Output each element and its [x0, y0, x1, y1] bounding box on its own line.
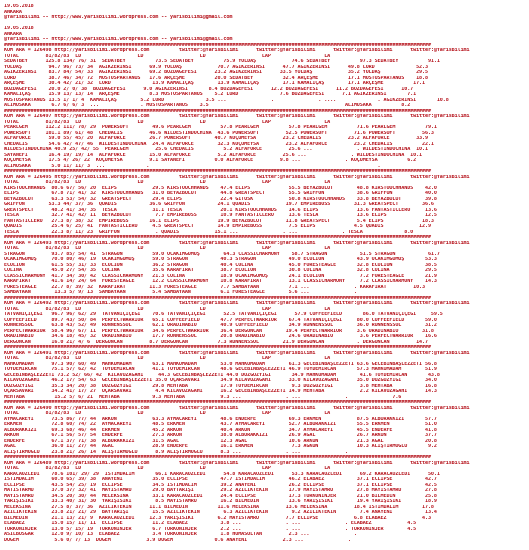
- report-line: BEYAZBULUT 63.3 53/ 54/ 32 GREATSPECT 29.4 ELIPS 22.4 GITUSK 50.8 KIRSTOUCHHANDS 33.8 BEYAZBULUT 39.8: [4, 196, 437, 202]
- report-line: İSTIMDALIM 60.0 65/ 39/ 38 ANAYENİ 35.0 ECLIPSE 47.7 ISTIMDALIM 46.2 ELABAEZ 37.1 ECLIPSE 42.7: [4, 477, 437, 482]
- report-line: PERFECTWARRIOR 58.4 96/ 67/ 11 PERFECTWARRIOR 34.6 PERFECTWARRIOR 36.4 DERGUNCAN 19.4 PERFECTWARRIOR 3.6 ORADINABIO 31.8: [4, 328, 434, 334]
- report-line: DÜZGÜZYİĞİ 35.3 34/ 20/ 38 DÜZGÜZYİĞİ 29.8 MEHTABA 17.9 TOYDEMIRCAN 9.3 DÜZGÜZYİĞİ 3.8 MEHTABA 16.8: [4, 383, 437, 389]
- report-line: MAHKUMADAM 97.3 90/ 60/ 49 MAHKUMADAM 63.1 MAHKUMADAM 53.0 MAHKUMADAM 61.3 GECEBİNBAŞLEZZETİ 63.6 GECEBİNBAŞLEZZETİ 56.8: [4, 361, 437, 367]
- report-line: COLINA 45.0 27/ 54/ 35 COLINA 35.6 KARAFIRAT 38.7 ECOLION 30.8 COLINA 32.8 COLINA 29.5: [4, 268, 437, 273]
- report-line: ALİMUSAKA 5.0 11/ 11/ 3 ... . .: [4, 163, 381, 169]
- report-line: KUM ARA = 126490 http://yarisbilimi.wordpress.com twitter:@YarisBilimi twitter:@YarisBilimi twitter:@YarisBilimi twitter:@YarisBilimi: [4, 405, 470, 411]
- report-line: QUADIS 25.4 6/ 25/ 41 FANTASTICLERO 4.5 GREATSPECT 14.9 EMPIREBOSS 7.5 ELIPS 4.5 QUADIS 12.9: [4, 224, 431, 229]
- report-line: DERGUNCAN 16.0 21/ 4/ 6 DERGUNCAN 8.7 DERGUNCAN 7.3 RÜNNENSSOL 21.9 DERGUNCAN . DERGUNCAN 14.7: [4, 339, 428, 345]
- report-line: KAMALIÇAŞ 15.9 13/ 13/ 14 ARÇEŞME 8.3 MOSTOSPARTANUS 5.2 LORD 7.6 BOZDAĞEFESI 7.1 AGIKZERINSI 7.1: [4, 92, 417, 97]
- report-line: RÜNNENSSOL 63.8 43/ 52/ 49 RÜNNENSSOL 62.1 ORADINABIO 40.9 COFFEEFIELD 34.9 RÜNNENSSOL 36.0 RÜNNENSSOL 31.2: [4, 323, 437, 328]
- report-line: COFFEEFIELD 89.7 43/ 50/ 84 PERFECTWARRIOR 65.1 COFFEEFIELD 47.7 PERFECTWARRIOR 67.4 TATVANİÇİÇEĞİ 80.0 COFFEEFIELD 59.0: [4, 317, 437, 323]
- subheader-date: 19.05.2018: [4, 26, 34, 31]
- report-line: ASILBUSGAR 12.0 9/ 10/ 13 ELABAEZ 3.4 TURKONINJER 1.8 HUMASULTAN 2.3 ... .: [4, 532, 357, 537]
- report-line: MATİSTARMU 37.0 37/ 32/ 41 MAYISTAMRU 29.0 BAYTARIŞİ 29.2 AZILIKTEKIN 17.9 MAYISTAMRU 27.8 MAYISTAMRU 27.8: [4, 488, 437, 493]
- report-line: ALIŞTIRMOĞLU 23.8 21/ 26/ 14 ALIŞTIRMOĞLU 8.9 ALIŞTIRMOĞLU 8.3 ... . ... .: [4, 449, 348, 455]
- report-line: DUGEM 5.6 0/ 7/ 13 DUGEM 3.9 DUGEM 0.6 ANAYENİ 2.3 ... .: [4, 537, 351, 543]
- report-line: ARÇEŞME 30.4 42/ 21/ 32 LORD 13.9 KAMALIÇAŞ 13.9 KAMALIÇAŞ 17.1 KAMALIÇAŞ 17.1 ARÇEŞME 17.1: [4, 81, 425, 86]
- report-line: TOTAL 81/82/83 LD LD LD LAP LA: [4, 180, 331, 185]
- separator-line: ################################################################################################################################################: [4, 455, 431, 460]
- report-line: ELABAEZ 15.0 15/ 11/ 11 ECLIPSE 11.2 ELABAEZ 3.8 ... . ... . ELABAEZ 4.5: [4, 521, 417, 526]
- report-line: STRAGON 93.7 85/ 54/ 41 STRAGON 59.0 OCAKİMGÜMÜŞ 64.3 CLASSICHARMONY 58.7 STRAGON 51.5 STRAGON 61.7: [4, 251, 440, 257]
- header-date: 19.05.2018: [4, 4, 34, 9]
- report-line: YOLDAŞ 94.7 96/ 73/ 34 AGIKZERINSI 69.9 YOLDAŞ 70.7 AGIKZERINSI 47.7 AGIKZERINSI 49.8 LORD 52.3: [4, 64, 428, 70]
- separator-line: ################################################################################################################################################: [4, 295, 431, 301]
- separator-line: ################################################################################################################################################: [4, 345, 431, 350]
- header-city: ANKARA: [4, 9, 22, 15]
- report-line: KUM ARA = 126498 http://yarisbilimi.wordpress.com twitter:@YarisBilimi twitter:@YarisBilimi twitter:@YarisBilimi twitter:@YarisBilimi: [4, 48, 470, 53]
- report-line: OCAKİMGÜMÜŞ 70.0 80/ 46/ 19 OCAKİMGÜMÜŞ 59.0 STRAGON 40.3 STRAGON 49.0 ECOLION 43.9 OCAKİMGÜMÜŞ 53.3: [4, 257, 437, 262]
- report-line: BOZDAĞEFESI 20.0 2/ 0/ 38 BOZDAĞEFESI 9.0 AGIKZERINSI 8.4 BOZDAĞEFESI 12.2 BOZDAĞEFESI 11.2 BOZDAĞEFESI 10.7: [4, 86, 414, 92]
- subheader-source: @YarisBilimi -- http://www.yarisbilimi.wordpress.com -- yarisbilimi@gmail.com: [4, 37, 233, 42]
- report-line: YARIŞİSIKI 33.3 40/ 31/ 30 YARIŞİSIKI 8.5 MAYISTAMRU 16.2 BİLMEDİN 13.6 YARIŞİSIKI 19.4 YARIŞİSIKI 18.9: [4, 499, 437, 504]
- report-line: GRIFFON 53.3 44/ 37/ 36 QUADIS 36.6 GRIFFON 24.1 QUADIS 19.7 EMPIREBOSS 31.3 GREATSPECT 36.6: [4, 202, 434, 207]
- report-line: TOTAL 81/82/83 LD LD LD LAP LA: [4, 246, 331, 251]
- report-line: TOTAL 81/82/83 LD LD LD LAP LA: [4, 466, 331, 471]
- report-line: AGAL 36.0 11/ 27/ 44 AGAL 28.9 ENDERFE 16.1 ERKMEN 7.3 AGKUN 10.3 ALIŞTIRMOĞLU 9.2: [4, 444, 437, 449]
- report-line: ALBURAKKIZI 69.3 68/ 46/ 44 ERKMEN 45.2 ARKUN 40.4 ARKUN 34.7 AYMACAREYİ 45.5 ENDERFE 41.8: [4, 427, 437, 433]
- report-lines: [4, 43, 525, 544]
- report-line: UÇARSAVARI 34.2 41/ 17/ 27 UÇARSAVARI 4.4 KILAVUZAĞAHI 16.2 GECEBİNBAŞLEZZETİ 14.9 MEHTABA 2.2 KILAVUZAĞAHI 14.3: [4, 389, 437, 394]
- report-line: KUM ARA = 126492 http://yarisbilimi.wordpress.com twitter:@YarisBilimi twitter:@YarisBilimi twitter:@YarisBilimi twitter:@YarisBilimi: [4, 301, 470, 306]
- report-line: TURKONINJER 13.0 5/ 15/ 19 TURKONINJER 6.7 TURKONINJER 2.2 ... . ... . TURKONINJER 4.5: [4, 526, 417, 532]
- report-line: KARACAÖZLEDİ 78.6 101/ 29/ 29 İSTIMDALIM 66.1 KARACAÖZLEDİ 54.8 KARACAÖZLEDİ 53.3 KARACAÖZLEDİ 69.2 KARACAÖZLEDİ 50.1: [4, 471, 440, 477]
- separator-line: ################################################################################################################################################: [4, 42, 431, 48]
- report-line: SAYANEFI 16.4 19/ 19/ 14 ALFAFORCE 15.0 ALFAFORCE 5.2 ALFAFORCE 25.6 ... . WILDESTINDOCHINA 10.1: [4, 152, 423, 158]
- report-line: ECOLION 61.5 55/ 31/ 33 ECOLION 36.2 STRAGON 40.4 COLINA 45.0 FORESTEAGLE 32.8 ECOLION 38.5: [4, 262, 437, 268]
- report-line: KUM ARA = 126489 http://yarisbilimi.wordpress.com twitter:@YarisBilimi twitter:@YarisBilimi twitter:@YarisBilimi twitter:@YarisBilimi: [4, 460, 470, 466]
- report-line: FANTASTICLERO 27.3 8/ 38/ 32 EMPIREBOSS 16.1 ELIPS 19.9 BEYAZBULUT 11.8 GREATSPECT 5.4 ELIPS 18.3: [4, 218, 434, 224]
- report-line: LORD 38.7 46/ 34/ 72 MOSTOSPARTANUS 17.6 ARÇEŞME 20.0 SEDATBEY 32.4 ARÇEŞME 17.1 MOSTOSPARTANUS 18.8: [4, 75, 428, 81]
- report-line: KOÇUMEYSA 17.5 4/ 26/ 22 KOÇUMEYSA 9.1 SAYANEFI 0.0 ALFAFORCE 9.8 ... . KOÇUMEYSA 6.2: [4, 158, 417, 163]
- report-line: PEARLGEM 112.2 111/ 78/ 29 POWERSOFT 49.6 PEARLGEM 57.8 PEARLGEM 57.8 PEARLGEM 71.6 PEARLGEM 79.1: [4, 125, 437, 130]
- report-line: KIRSTOUCHHANDS 80.6 67/ 56/ 20 ELIPS 29.5 KIRSTOUCHHANDS 47.4 ELIPS 55.5 BEYAZBULUT 48.8 KIRSTOUCHHANDS 42.0: [4, 185, 437, 191]
- report-line: BİLMEDİN 21.1 13/ 21/ 9 KARACAÖZLEDİ 12.3 YARIŞİSIKI 6.2 MAYISTAMRU 7.7 ECLIPSE 6.8 ELABAEZ 4.3: [4, 515, 431, 521]
- report-line: TESLA 32.7 41/ 42/ 11 BEYAZBULUT 7.7 EMPIREBOSS 10.9 FANTASTICLERO 13.6 TESLA 13.6 ELIPS 12.5: [4, 213, 437, 218]
- report-line: MOSTOSPARTANUS 13.5 1/ 1/ 4 KAMALIÇAŞ 5.2 LORD 3.5 ... . . .... . AGIKZERINSI 10.8: [4, 97, 449, 103]
- report-line: MELEKSINA 27.5 8/ 37/ 36 AZILIKTEKIN 11.1 BİLMEDİN 11.6 MELEKSINA 13.6 MELEKSINA 18.4 İSTIMDALIM 17.8: [4, 504, 434, 510]
- report-line: ARKUN 67.1 56/ 57/ 54 ENDERFE 27.3 ARKUN 38.0 ALBURAKKIZI 26.9 AGAL 26.7 ARKUN 37.7: [4, 433, 437, 438]
- report-line: CHEDALIS 54.6 42/ 47/ 46 WILDESTINDOCHINA 24.4 ALFAFORCE 32.3 KOÇUMEYSA 23.2 ALFAFORCE 23.2 CHEDALIS 22.1: [4, 141, 434, 147]
- report-line: TOTAL 81/82/83 LD LD LD LAP LA: [4, 53, 331, 59]
- report-line: TOTAL 81/82/83 LD LD LD LAP LA: [4, 411, 331, 416]
- report-line: TOYDEMIRCAN 75.1 57/ 62/ 42 TOYDEMIRCAN 41.1 TOYDEMIRCAN 48.6 GECEBİNBAŞLEZZETİ 46.9 TOYDEMIRCAN 57.3 MAHKUMADAM 51.9: [4, 367, 437, 372]
- report-line: ERKMEN 72.8 60/ 74/ 22 AYMACAREYİ 48.5 ERKMEN 43.7 AYMACAREYİ 52.7 ALBURAKKIZI 55.5 ERKMEN 51.0: [4, 422, 437, 427]
- report-line: KUM ARA = 126491 http://yarisbilimi.wordpress.com twitter:@YarisBilimi twitter:@YarisBilimi twitter:@YarisBilimi twitter:@YarisBilimi: [4, 350, 470, 356]
- separator-line: ################################################################################################################################################: [4, 235, 431, 240]
- report-line: TESLA 22.3 8/ 11/ 23 GRIFFON . QUADIS 15.1 ... . ... . TESLA 8.0: [4, 229, 414, 235]
- report-line: AZILIKTEKIN 23.8 21/ 21/ 29 BAYTARIŞİ 15.5 AZILIKTEKIN 6.3 AZILIKTEKIN 9.2 AZILIKTEKIN 7.4 ANAYENİ 13.4: [4, 510, 437, 515]
- report-line: KUM ARA = 126497 http://yarisbilimi.wordpress.com twitter:@YarisBilimi twitter:@YarisBilimi twitter:@YarisBilimi twitter:@YarisBilimi: [4, 114, 470, 119]
- report-line: CLASSICHARMONY 41.7 34/ 30/ 42 CLASSICHARMONY 21.3 COLINA 18.9 OCAKİMGÜMÜŞ 24.1 ECOLION 7.2 FORESTEAGLE 21.9: [4, 273, 437, 279]
- report-line: SEDATBEY 125.8 134/ 76/ 31 SEDATBEY 73.5 SEDATBEY 75.9 YOLDAŞ 74.6 SEDATBEY 97.3 SEDATBEY 91.1: [4, 59, 440, 64]
- report-line: FORESTEAGLE 22.7 8/ 39/ 32 KARAFIRAT 11.3 FORESTEAGLE 7.7 SAMBAYAAN 7.1 ... . KARAFIRAT 10.3: [4, 284, 425, 290]
- report-line: POWERSOFT 101.1 89/ 61/ 48 CHEDALIS 46.6 WILDESTINDOCHINA 43.6 POWERSOFT 52.5 POWERSOFT 71.6 POWERSOFT 56.3: [4, 130, 434, 136]
- report-line: TOTAL 81/82/83 LD LD LD LAP LA: [4, 356, 331, 361]
- report-line: TATVANİÇİÇEĞİ 96.7 96/ 62/ 29 TATVANİÇİÇEĞİ 70.6 TATVANİÇİÇEĞİ 52.5 TATVANİÇİÇEĞİ 57.9 COFFEEFIELD 86.0 TATVANİÇİÇEĞİ 59.5: [4, 312, 443, 317]
- report-document: [4, 4, 525, 543]
- separator-line: ################################################################################################################################################: [4, 108, 431, 114]
- separator-line: ################################################################################################################################################: [4, 169, 431, 174]
- report-line: MAYISTAMRU 34.5 20/ 30/ 44 MELEKSINA 33.1 KARACAÖZLEDİ 24.4 ECLIPSE 17.3 TURKONINJER 21.0 BİLMEDİN 25.8: [4, 493, 437, 499]
- report-line: TOTAL 81/82/83 LD LD LD LAP LA: [4, 119, 331, 125]
- report-line: TOTAL 81/82/83 LD LD LD LAP LA: [4, 306, 331, 312]
- report-line: SAMBAYAAN 13.3 5/ 9/ 13 SAMBAYAAN 5.4 SAMBAYAAN 6.1 FORESTEAGLE 5.6 ... .: [4, 290, 357, 295]
- separator-line: ################################################################################################################################################: [4, 400, 431, 405]
- report-line: AYMACAREYİ 73.5 86/ 77/ 44 ARKUN 63.3 AYMACAREYİ 48.6 ENDERFE 69.3 ERKMEN 87.5 ALBURAKKIZI 57.7: [4, 416, 437, 422]
- report-line: KILAVUZAĞAHI 46.2 17/ 54/ 63 GECEBİNBAŞLEZZETİ 35.0 UÇARSAVARI 34.9 KILAVUZAĞAHI 33.0 KILAVUZAĞAHI 35.0 DÜZGÜZYİĞİ 34.0: [4, 378, 437, 383]
- report-line: KUM ARA = 126493 http://yarisbilimi.wordpress.com twitter:@YarisBilimi twitter:@YarisBilimi twitter:@YarisBilimi twitter:@YarisBilimi: [4, 240, 470, 246]
- report-line: ALİMUSAKA 6.7 6/ 6/ 3 ... . MOSTOSPARTANUS 3.5 ALİMUSAKA 8.2: [4, 103, 411, 108]
- report-line: ELIPS 67.8 71/ 41/ 32 KIRSTOUCHHANDS 31.0 BEYAZBULUT 44.8 GREATSPECT 55.5 GRIFFON 38.6 GRIFFON 40.0: [4, 191, 437, 196]
- report-line: KUM ARA = 126495 http://yarisbilimi.wordpress.com twitter:@YarisBilimi twitter:@YarisBilimi twitter:@YarisBilimi twitter:@YarisBilimi: [4, 174, 470, 180]
- report-line: ENDERFE 67.1 37/ 71/ 38 ALBURAKKIZI 31.5 AGAL 12.3 AGAL 10.6 ARKUN 21.3 AGAL 20.8: [4, 438, 437, 444]
- report-line: GECEBİNBAŞLEZZETİ 73.2 52/ 66/ 42 KILAVUZAĞAHI 44.3 GECEBİNBAŞLEZZETİ 44.0 DÜZGÜZYİĞİ 34.9 MAHKUMADAM 41.6 TOYDEMIRCAN 43.8: [4, 372, 440, 378]
- report-line: GREATSPECT 48.2 41/ 34/ 35 TESLA 31.1 TESLA 20.1 KIRSTOUCHHANDS 14.6 ELIPS 13.6 FANTASTICLERO 13.6: [4, 207, 437, 213]
- report-line: ECLIPSE 43.5 54/ 25/ 19 ECLIPSE 34.5 İSTIMDALIM 39.2 ANAYENİ 26.2 ECLIPSE 37.1 ECLIPSE 42.5: [4, 482, 437, 488]
- report-line: MEHTABA 15.2 5/ 6/ 21 MEHTABA 9.3 MEHTABA 9.3 ... . ... . 7.6: [4, 394, 402, 400]
- header-source: @YarisBilimi -- http://www.yarisbilimi.wordpress.com -- yarisbilimi@gmail.com: [4, 15, 233, 20]
- report-line: AGIKZERINSI 83.7 84/ 54/ 33 AGIKZERINSI 69.2 BOZDAĞEFESI 23.2 AGIKZERINSI 33.5 YOLDAŞ 35.2 YOLDAŞ 29.5: [4, 70, 428, 75]
- report-line: KARAFIRAT 41.6 14/ 24/ 64 FORESTEAGLE 12.2 CLASSICHARMONY 10.8 KARAFIRAT 13.1 CLASSICHARMONY 7.2 CLASSICHARMONY 14.3: [4, 279, 437, 284]
- report-line: WILDESTINDOCHINA 40.9 25/ 42/ 55 PEARLGEM 25.6 CHEDALIS 5.2 ALFAFORCE 25.6 ... . WILDESTINDOCHINA 10.1: [4, 147, 428, 152]
- report-line: ALFAFORCE 59.0 55/ 45/ 20 ALFAFORCE 26.7 POWERSOFT 40.7 KOÇUMEYSA 23.2 CHEDALIS 23.2 ALFAFORCE 33.9: [4, 136, 428, 141]
- subheader-city: ANKARA: [4, 31, 22, 37]
- report-line: ORADINABIO 34.6 18/ 45/ 32 ORADINABIO 17.7 RÜNNENSSOL 20.8 ORADINABIO 24.6 ORADINABIO 3.6 PERFECTWARRIOR 16.6: [4, 334, 437, 339]
